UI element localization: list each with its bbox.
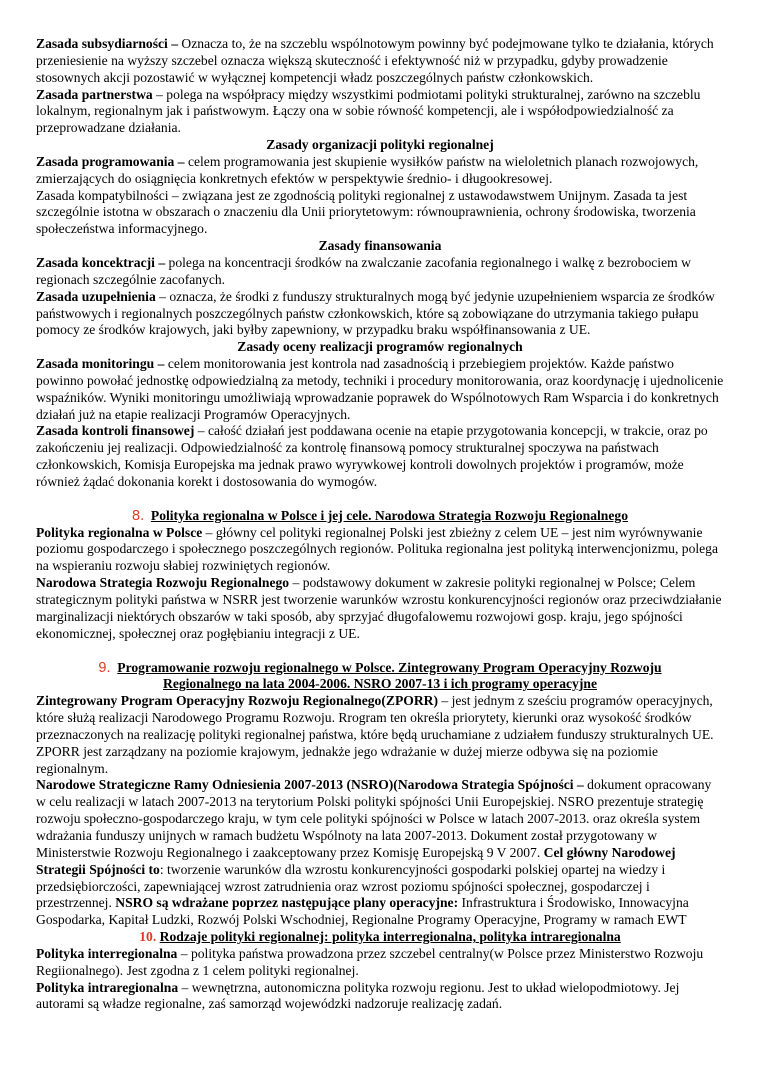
- text-complementarity: – oznacza, że środki z funduszy strukturalnych mogą być jedynie uzupełnieniem wsparcia ze środków państwowych i regionalnych poszczególnych państw członkowskich, które są zobowiązane do utrzymania takiego pułapu pomocy ze środków krajowych, jaki byłby zapewniony, w przypadku braku współfinansowania z UE.: [36, 288, 715, 338]
- section-10-title: Rodzaje polityki regionalnej: polityka interregionalna, polityka intraregionalna: [159, 929, 621, 945]
- term-interregional: Polityka interregionalna: [36, 945, 178, 961]
- term-concentration: Zasada koncektracji –: [36, 254, 166, 270]
- section-9-title-line2: Regionalnego na lata 2004-2006. NSRO 2007-13 i ich programy operacyjne: [163, 676, 597, 692]
- term-monitoring: Zasada monitoringu –: [36, 356, 165, 372]
- paragraph-complementarity: [36, 289, 724, 340]
- section-8-number: 8.: [132, 507, 145, 524]
- heading-evaluation: Zasady oceny realizacji programów regionalnych: [237, 339, 523, 355]
- text-nsro: dokument opracowany w celu realizacji w latach 2007-2013 na terytorium Polski polityki spójności Unii Europejskiej. NSRO prezentuje strategię rozwoju społeczno-gospodarczego kraju, w tym cele polityki spójności w Polsce w latach 2007-2013. oraz określa system wdrażania funduszy unijnych w ramach budżetu Wspólnoty na lata 2007-2013. Dokument został przygotowany w Ministerstwie Rozwoju Regionalnego i zaakceptowany przez Komisję Europejską 9 V 2007.: [36, 777, 712, 860]
- term-nss-goal: Cel główny Narodowej Strategii Spójności to: [36, 844, 676, 877]
- text-programming: celem programowania jest skupienie wysiłków państw na wieloletnich planach rozwojowych, zmierzających do osiągnięcia konkretnych efektów w perspektywie średnio- i długookresowej.: [36, 153, 699, 186]
- section-10-number: 10.: [139, 929, 157, 945]
- text-concentration: polega na koncentracji środków na zwalczanie zacofania regionalnego i walkę z bezrobociem w regionach szczególnie zacofanych.: [36, 254, 691, 287]
- section-10-heading: [36, 929, 724, 946]
- term-partnership: Zasada partnerstwa: [36, 86, 153, 102]
- text-subsidiarity: Oznacza to, że na szczeblu wspólnotowym powinny być podejmowane tylko te działania, których przeniesienie na wyższy szczebel oznacza większą skuteczność i efektywność niż w przypadku, gdyby prowadzenie stosownych akcji pozostawić w wyłącznej kompetencji władz poszczególnych państw członkowskich.: [36, 36, 714, 85]
- text-nsrr: – podstawowy dokument w zakresie polityki regionalnej w Polsce; Celem strategicznym polityki państwa w NSRR jest tworzenie warunków wzrostu konkurencyjności regionów oraz przeciwdziałanie marginalizacji niektórych obszarów w taki sposób, aby sprzyjać długofalowemu rozwojowi gosp. kraju, jego spójności ekonomicznej, społecznej oraz pogłębianiu integracji z UE.: [36, 575, 722, 641]
- paragraph-monitoring: [36, 356, 724, 423]
- spacer: [36, 643, 724, 660]
- term-programming: Zasada programowania –: [36, 153, 185, 169]
- heading-financing: Zasady finansowania: [318, 238, 442, 254]
- spacer: [36, 491, 724, 508]
- paragraph-intraregional: [36, 980, 724, 1014]
- section-9-heading: [36, 660, 724, 694]
- term-zporr: Zintegrowany Program Operacyjny Rozwoju Regionalnego(ZPORR): [36, 693, 438, 709]
- term-subsidiarity: Zasada subsydiarności –: [36, 36, 179, 51]
- text-partnership: – polega na współpracy między wszystkimi podmiotami polityki strukturalnej, zarówno na szczeblu lokalnym, regionalnym jak i państwowym. Łączy ona w sobie równość kompetencji, ale i współodpowiedzialność za przeprowadzane działania.: [36, 86, 701, 136]
- paragraph-concentration: [36, 255, 724, 289]
- paragraph-nsrr: [36, 575, 724, 642]
- term-financial-control: Zasada kontroli finansowej: [36, 423, 195, 439]
- section-9-title-line1: Programowanie rozwoju regionalnego w Polsce. Zintegrowany Program Operacyjny Rozwoju: [117, 659, 662, 675]
- paragraph-programming: [36, 154, 724, 188]
- document-page: [36, 36, 724, 1013]
- text-financial-control: – całość działań jest poddawana ocenie na etapie przygotowania koncepcji, w trakcie, oraz po zakończeniu jej realizacji. Odpowiedzialność za kontrolę finansową pomocy strukturalnej spoczywa na państwach członkowskich, Komisja Europejska ma jednak prawo wyrywkowej kontroli dowolnych projektów i programów, może również żądać dokonania korekt i dostosowania do wymogów.: [36, 423, 708, 489]
- term-nsrr: Narodowa Strategia Rozwoju Regionalnego: [36, 575, 290, 591]
- section-8-title: Polityka regionalna w Polsce i jej cele. Narodowa Strategia Rozwoju Regionalnego: [150, 507, 628, 523]
- text-regional-policy-poland: – główny cel polityki regionalnej Polski jest zbieżny z celem UE – jest nim wyrównywanie poziomu gospodarczego i społecznego poszczególnych regionów. Polituka regionalna jest polityką interwencjonizmu, polega na wspieraniu rozwoju słabiej rozwiniętych regionów.: [36, 524, 719, 574]
- paragraph-nsro: [36, 777, 724, 929]
- paragraph-compatibility: Zasada kompatybilności – związana jest ze zgodnością polityki regionalnej z ustawodawstwem Unijnym. Zasada ta jest szczególnie istotna w obszarach o znaczeniu dla Unii priorytetowym: równouprawnienia, ochrony środowiska, tworzenia społeczeństwa informacyjnego.: [36, 187, 696, 237]
- section-8-heading: [36, 508, 724, 525]
- text-interregional: – polityka państwa prowadzona przez szczebel centralny(w Polsce przez Ministerstwo Rozwoju Regiionalnego). Jest zgodna z 1 celem polityki regionalnej.: [36, 945, 704, 978]
- term-regional-policy-poland: Polityka regionalna w Polsce: [36, 524, 203, 540]
- text-nss-goal: : tworzenie warunków dla wzrostu konkurencyjności gospodarki polskiej opartej na wiedzy i przedsiębiorczości, zapewniającej wzrost zatrudnienia oraz wzrost poziomu spójności społecznej, gospodarczej i przestrzennej.: [36, 861, 666, 911]
- paragraph-regional-policy-poland: [36, 525, 724, 576]
- text-intraregional: – wewnętrzna, autonomiczna polityka rozwoju regionu. Jest to układ wielopodmiotowy. Jej autorami są władze regionalne, zaś samorząd wojewódzki nadzoruje realizację zadań.: [36, 979, 680, 1012]
- term-nsro: Narodowe Strategiczne Ramy Odniesienia 2007-2013 (NSRO)(Narodowa Strategia Spójności –: [36, 777, 584, 793]
- paragraph-interregional: [36, 946, 724, 980]
- heading-organization: Zasady organizacji polityki regionalnej: [266, 137, 494, 153]
- paragraph-partnership: [36, 87, 724, 138]
- paragraph-zporr: [36, 693, 724, 777]
- text-monitoring: celem monitorowania jest kontrola nad zasadnością i przebiegiem projektów. Każde państwo powinno powołać jednostkę odpowiedzialną za metody, techniki i procedury monitorowania, oraz koordynację i ujednolicenie wspaźników. Wyniki monitoringu umożliwiają wprowadzanie poprawek do Wspólnotowych Ram Wsparcia i do konkretnych działań już na etapie realizacji Programów Operacyjnych.: [36, 356, 724, 422]
- section-9-number: 9.: [98, 659, 111, 676]
- text-zporr: – jest jednym z sześciu programów operacyjnych, które służą realizacji Narodowego Programu Rozwoju. Rrogram ten określa priorytety, kierunki oraz wysokość środków przeznaczonych na realizację polityki regionalnej państwa, które będą uruchamiane z udziałem funduszy strukturalnych UE. ZPORR jest zarządzany na poziomie krajowym, jednakże jego wdrażanie w dużej mierze odbywa się na poziomie regionalnym.: [36, 693, 714, 776]
- paragraph-subsidiarity: [36, 36, 724, 87]
- term-intraregional: Polityka intraregionalna: [36, 979, 179, 995]
- text-nsro-plans: Infrastruktura i Środowisko, Innowacyjna Gospodarka, Kapitał Ludzki, Rozwój Polski Wschodniej, Regionalne Programy Operacyjne, Programy w ramach EWT: [36, 895, 689, 928]
- term-nsro-plans: NSRO są wdrażane poprzez następujące plany operacyjne:: [115, 895, 459, 911]
- term-complementarity: Zasada uzupełnienia: [36, 288, 156, 304]
- paragraph-financial-control: [36, 423, 724, 490]
